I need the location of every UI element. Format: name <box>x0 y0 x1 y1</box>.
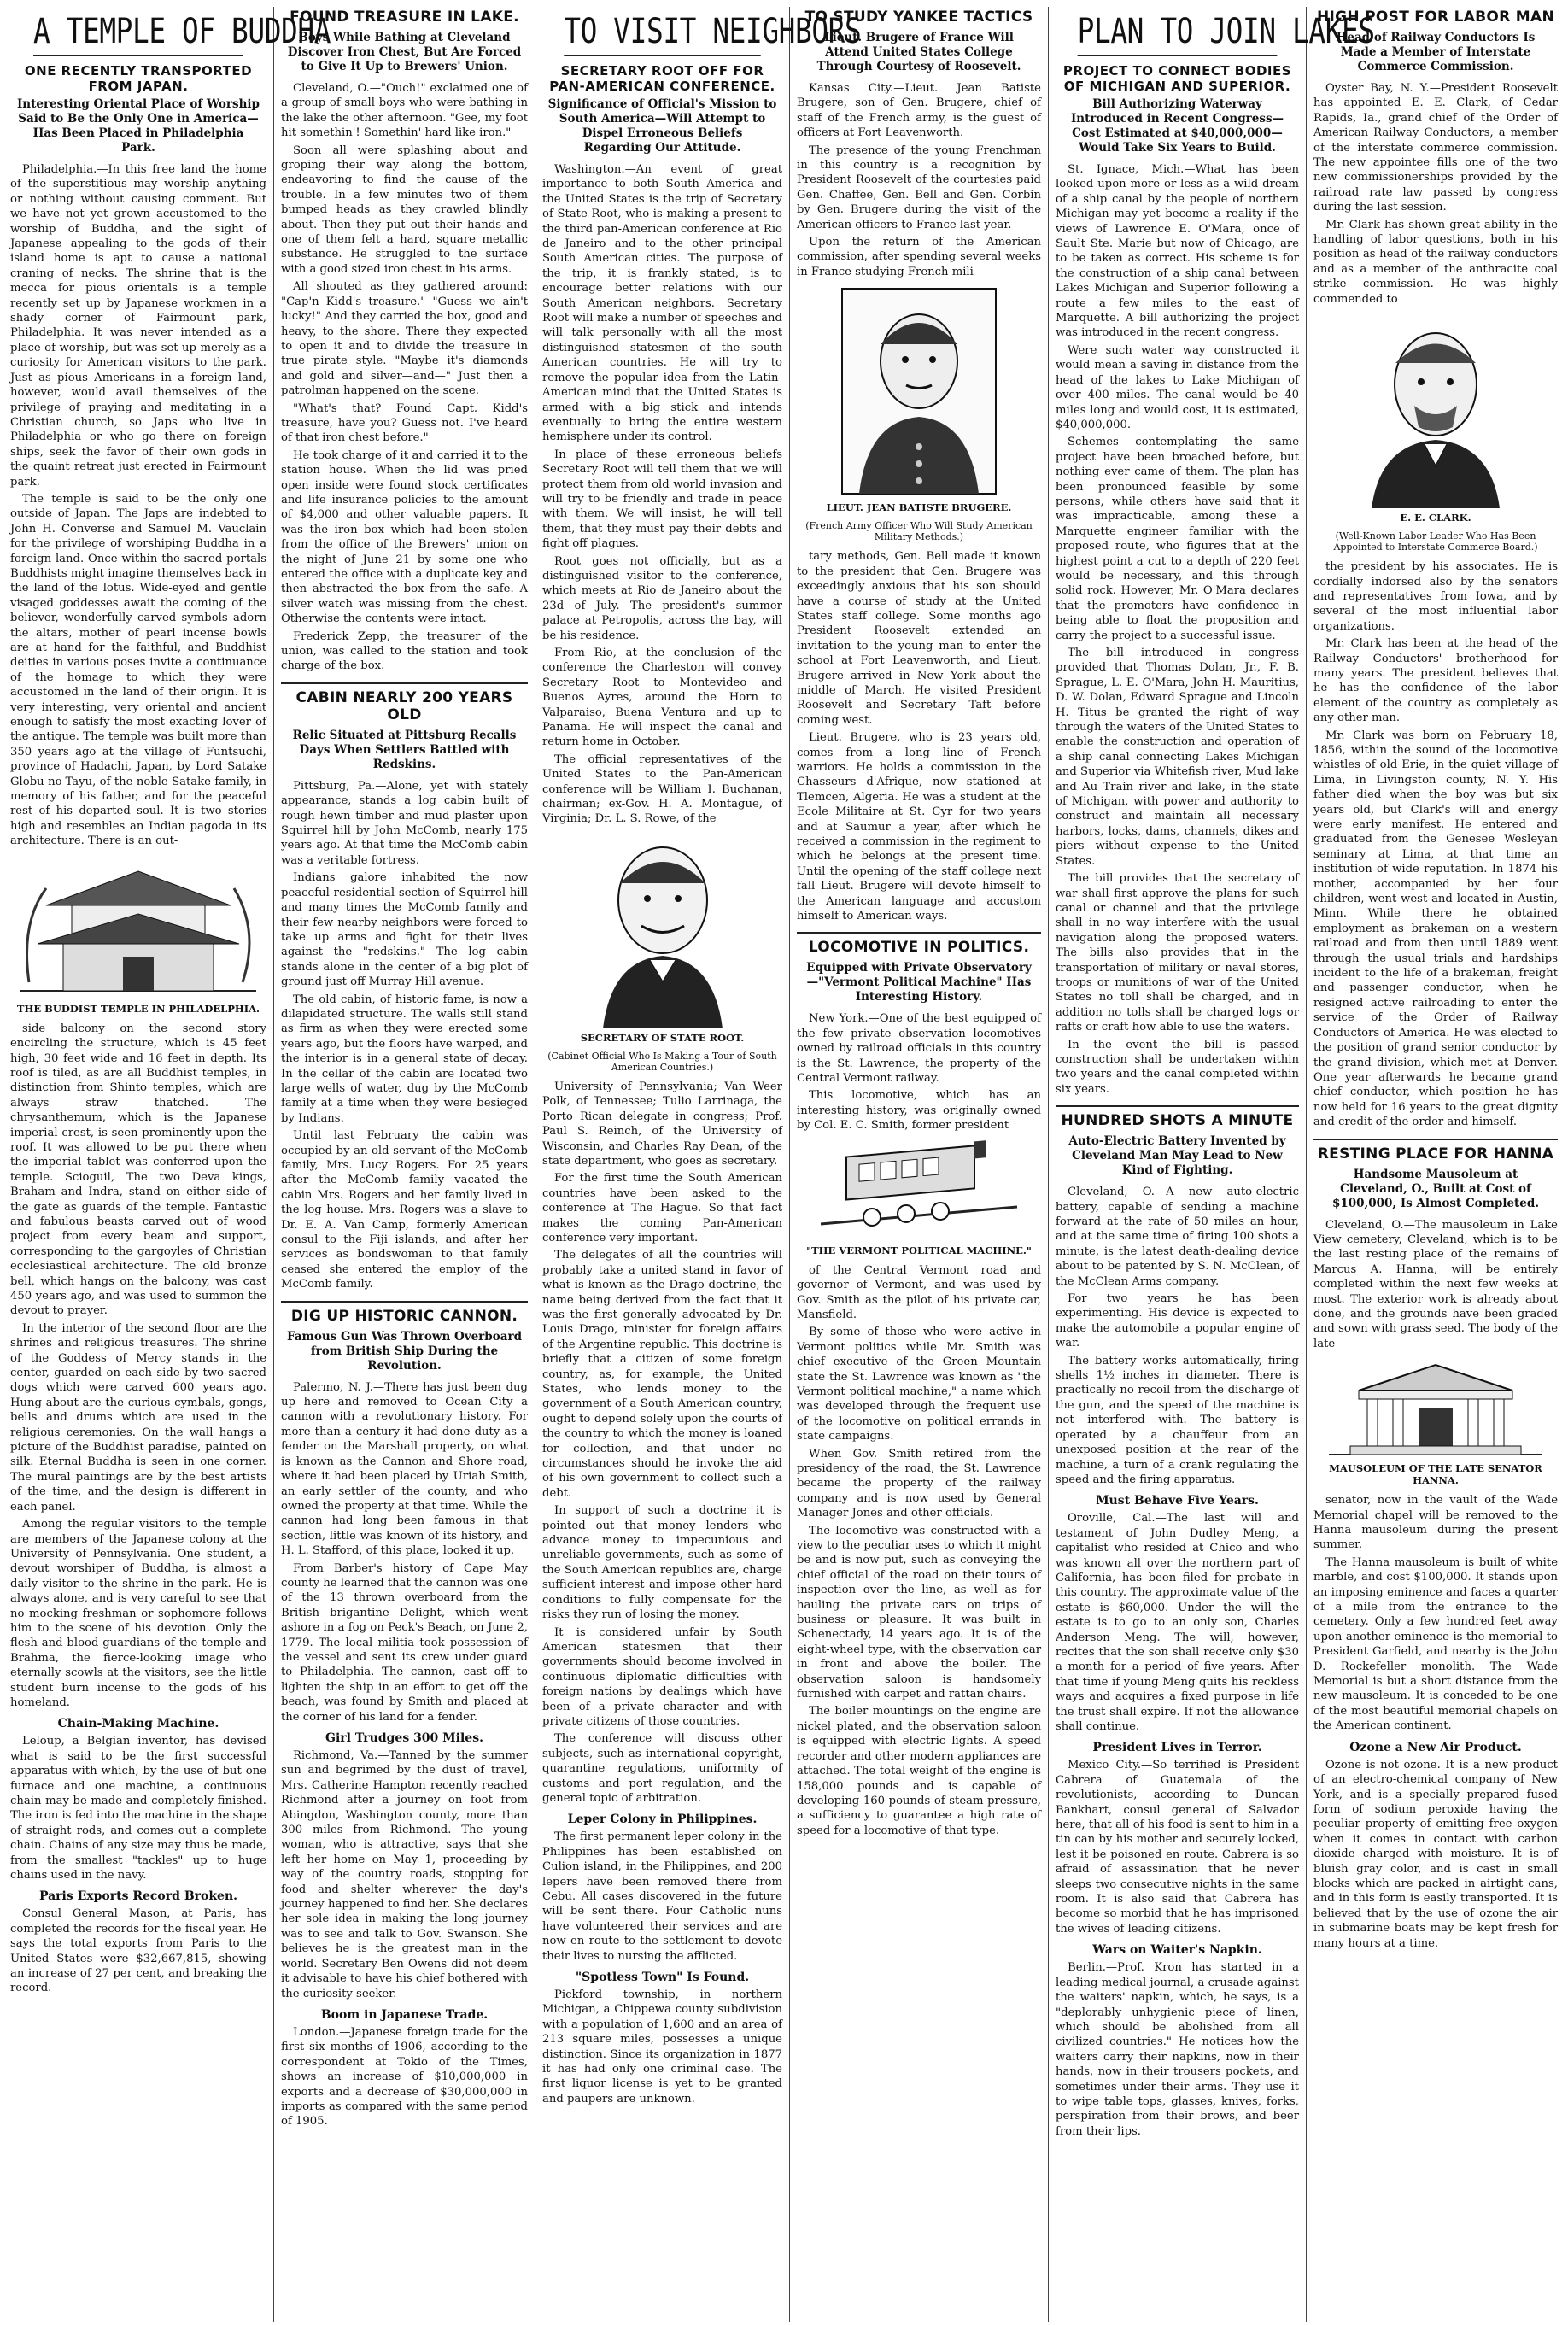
article-paragraph: The delegates of all the countries will probably take a united stand in favor of what is known as the Drago doctrine, the name being derived from the fact that it was the first generally advocated by Dr. Louis Drago, minister for foreign affairs of the Argentine republic. This doctrine is briefly that a citizen of some foreign country, as, for example, the United States, who lends money to the government of a South American country, ought to depend solely upon the courts of the country to which the money is loaned for collection, and that under no circumstances should he invoke the aid of his own government to collect such a debt. <box>542 1249 782 1500</box>
article-paragraph: Lieut. Brugere, who is 23 years old, comes from a long line of French warriors. He holds a commission in the Chasseurs d'Afrique, now stationed at Tlemcen, Algeria. He was a student at the Ecole Militaire at St. Cyr for two years and at Saumur a year, after which he received a commission in the regiment to which he belongs at the present time. Until the opening of the staff college next fall Lieut. Brugere will devote himself to the American language and accustom himself to American ways. <box>797 731 1041 923</box>
clark-caption-sub: (Well-Known Labor Leader Who Has Been Appointed to Interstate Commerce Board.) <box>1333 530 1538 553</box>
article-paragraph: Pickford township, in northern Michigan, a Chippewa county subdivision with a population of 1,600 and an area of 213 square miles, possesses a unique distinction. Since its organization in 1877 it has had only one criminal case. The first liquor license is yet to be granted and paupers are unknown. <box>542 1988 782 2105</box>
article-paragraph: In place of these erroneous beliefs Secretary Root will tell them that we will protect them from old world invasion and will try to be friendly and trade in peace with them. We will insist, he will tell them, that they must pay their debts and fight off plagues. <box>542 448 782 551</box>
article-paragraph: Richmond, Va.—Tanned by the summer sun and begrimed by the dust of travel, Mrs. Catherine Hampton recently reached Richmond after a journey on foot from Abingdon, Washington county, more than 300 miles from Richmond. The young woman, who is attractive, says that she left her home on May 1, proceeding by way of the country roads, stopping for food and shelter wherever the day's journey happened to find her. She declares her sole idea in making the long journey was to see and talk to Gov. Swanson. She believes he is the greatest man in the world. Secretary Ben Owens did not deem it advisable to have his chief bothered with the curiosity seeker. <box>281 1749 528 2000</box>
deck-labor-man: Head of Railway Conductors Is Made a Member of Interstate Commerce Commission. <box>1336 31 1536 73</box>
article-paragraph: In the interior of the second floor are the shrines and religious treasures. The shrine of the Goddess of Mercy stands in the center, guarded on each side by two sacred dogs which were carved 600 years ago. Hung about are the curious cymbals, gongs, bells and drums which are used in the religious ceremonies. On the wall hangs a picture of the Buddhist paradise, painted on silk. Eternal Buddha is seen in one corner. The mural paintings are by the best artists of the time, and the design is different in each panel. <box>10 1321 266 1514</box>
article-paragraph: St. Ignace, Mich.—What has been looked upon more or less as a wild dream of a ship canal by the people of northern Michigan may yet become a reality if the views of Lawrence E. O'Mara, once of Sault Ste. Marie but now of Chicago, are to be taken as correct. His scheme is for the construction of a ship canal between Lakes Michigan and Superior following a route a few miles to the east of Marquette. A bill authorizing the project was introduced in the recent congress. <box>1056 163 1299 340</box>
article-paragraph: Were such water way constructed it would mean a saving in distance from the head of the lakes to Lake Michigan of over 400 miles. The canal would be 40 miles long and would cost, it is estimated, $40,000,000. <box>1056 343 1299 431</box>
article-paragraph: Cleveland, O.—A new auto-electric battery, capable of sending a machine forward at the rate of 50 miles an hour, and at the same time of firing 100 shots a minute, is the latest death-dealing device about to be patented by S. N. McClean, of the McClean Arms company. <box>1056 1186 1299 1288</box>
subhead-waiters-napkin: Wars on Waiter's Napkin. <box>1092 1943 1262 1958</box>
subhead-girl-trudges: Girl Trudges 300 Miles. <box>325 1731 483 1745</box>
article-paragraph: The temple is said to be the only one outside of Japan. The Japs are indebted to John H. Converse and Samuel M. Vauclain for the privilege of worshiping Buddha in a foreign land. Once within the sacred portals Buddhists might imagine themselves back in the land of the lotus. Wide-eyed and gentle visaged goddesses await the coming of the believer, wonderfully carved symbols adorn the altars, mother of pearl incense bowls are at hand for the faithful, and Buddhist deities in various poses invite a continuance of the homage to which they were accustomed in the land of their origin. It is very interesting, very oriental and ancient enough to satisfy the most exacting lover of the antique. The temple was built more than 350 years ago at the village of Funtsuchi, province of Hadachi, Japan, by Lord Satake Globu-no-Tayu, of the noble Satake family, in memory of his father, and for the peaceful rest of his departed soul. It is two stories high and resembles an Indian pagoda in its architecture. There is an out- <box>10 492 266 848</box>
article-paragraph: The Hanna mausoleum is built of white marble, and cost $100,000. It stands upon an imposing eminence and faces a quarter of a mile from the entrance to the cemetery. Only a few hundred feet away upon another eminence is the memorial to President Garfield, and nearby is the John D. Rockefeller monolith. The Wade Memorial is but a short distance from the new mausoleum. It is conceded to be one of the most beautiful memorial chapels on the American continent. <box>1313 1555 1558 1733</box>
article-paragraph: Cleveland, O.—"Ouch!" exclaimed one of a group of small boys who were bathing in the lake the other afternoon. "Gee, my foot hit somethin'! Somethin' hard like iron." <box>281 82 528 140</box>
article-paragraph: Palermo, N. J.—There has just been dug up here and removed to Ocean City a cannon with a revolutionary history. For more than a century it had done duty as a fender on the Marshall property, on what is known as the Cannon and Shore road, where it had been placed by Uriah Smith, an early settler of the county, and who owned the property at that time. While the cannon had long been famous in that section, little was known of its history, and H. L. Stafford, of this place, looked it up. <box>281 1380 528 1558</box>
deck-resting-place: Handsome Mausoleum at Cleveland, O., Built at Cost of $100,000, Is Almost Completed. <box>1331 1167 1540 1210</box>
article-paragraph: The locomotive was constructed with a view to the peculiar uses to which it might be and is now put, such as conveying the chief official of the road on their tours of inspection over the line, as well as for hauling the private cars on trips of business or pleasure. It was built in Schenectady, 14 years ago. It is of the eight-wheel type, with the observation car in front and above the boiler. The observation saloon is handsomely furnished with carpet and rattan chairs. <box>797 1524 1041 1701</box>
article-paragraph: University of Pennsylvania; Van Weer Polk, of Tennessee; Tulio Larrinaga, the Porto Rican delegate in congress; Prof. Paul S. Reinch, of the University of Wisconsin, and Charles Ray Dean, of the state department, who goes as secretary. <box>542 1080 782 1168</box>
article-paragraph: Washington.—An event of great importance to both South America and the United States is the trip of Secretary of State Root, who is making a present to the third pan-American conference at Rio de Janeiro and to the other principal South American cities. The purpose of the trip, it is frankly stated, is to encourage better relations with our South American neighbors. Secretary Root will make a number of speeches and will talk personally with all the most distinguished statesmen of the south American countries. He will try to remove the popular idea from the Latin-American mind that the United States is armed with a big stick and intends eventually to bring the entire western hemisphere under its control. <box>542 163 782 444</box>
article-paragraph: Leloup, a Belgian inventor, has devised what is said to be the first successful apparatus with which, by the use of but one furnace and one machine, a continuous chain may be made and completely finished. The iron is fed into the machine in the shape of straight rods, and comes out a complete chain. Chains of any size may thus be made, from the smallest "tackles" up to huge chains used in the navy. <box>10 1735 266 1883</box>
headline-to-visit-neighbors: TO VISIT NEIGHBORS <box>564 12 760 56</box>
article-paragraph: Soon all were splashing about and groping their way along the bottom, endeavoring to find the cause of the trouble. In a few minutes two of them bumped heads as they crawled blindly about. Then they put out their hands and one of them felt a hard, square metallic substance. He struggled to the surface with a good sized iron chest in his arms. <box>281 143 528 276</box>
column-3 <box>535 7 862 2322</box>
article-paragraph: For two years he has been experimenting. His device is expected to make the automobile a popular engine of war. <box>1056 1292 1299 1350</box>
article-paragraph: the president by his associates. He is cordially indorsed also by the senators and representatives from Iowa, and by several of the most influential labor organizations. <box>1313 560 1558 633</box>
article-paragraph: The old cabin, of historic fame, is now a dilapidated structure. The walls still stand as firm as when they were erected some years ago, but the floors have warped, and the interior is in a general state of decay. In the cellar of the cabin are located two large wells of water, dug by the McComb family at a time when they were besieged by Indians. <box>281 993 528 1125</box>
article-paragraph: By some of those who were active in Vermont politics while Mr. Smith was chief executive of the Green Mountain state the St. Lawrence was known as "the Vermont political machine," a name which was developed through the frequent use of the locomotive on political errands in state campaigns. <box>797 1326 1041 1444</box>
article-paragraph: In support of such a doctrine it is pointed out that money lenders who advance money to impecunious and unreliable governments, such as some of the South American republics are, charge sufficient interest and impose other hard conditions to fully compensate for the risks they run of losing the money. <box>542 1504 782 1622</box>
article-paragraph: Philadelphia.—In this free land the home of the superstitious may worship anything or nothing without causing comment. But we have not yet grown accustomed to the worship of Buddha, and the sight of Japanese appealing to the gods of their island home is apt to cause a national craning of necks. The shrine that is the mecca for pious orientals is a temple recently set up by Japanese workmen in a shady corner of Fairmount park, Philadelphia. It was never intended as a place of worship, but was set up merely as a curiosity for American visitors to the park. Just as pious Americans in a foreign land, however, would avail themselves of the privilege of praying and meditating in a Christian church, so Japs who live in Philadelphia or who go there on foreign ships, seek the favor of their own gods in the quaint retreat just erected in Fairmount park. <box>10 163 266 489</box>
article-paragraph: side balcony on the second story encircling the structure, which is 45 feet high, 30 feet wide and 16 feet in depth. Its roof is tiled, as are all Buddhist temples, in distinction from Shinto temples, which are always straw thatched. The chrysanthemum, which is the Japanese imperial crest, is seen prominently upon the roof. It was allowed to be put there when the imperial tablet was conferred upon the temple. Scioguil, The two Deva kings, Braham and Indra, stand on either side of the gate as guards of the temple. Fantastic and fabulous beasts carved out of wood project from every beam and support, corresponding to the gargoyles of Christian ecclesiastical architecture. The old bronze bell, which hangs on the balcony, was cast 450 years ago, and was used to summon the devout to prayer. <box>10 1022 266 1318</box>
mausoleum-illustration <box>1325 1356 1547 1459</box>
article-paragraph: Cleveland, O.—The mausoleum in Lake View cemetery, Cleveland, which is to be the last resting place of the remains of Marcus A. Hanna, will be entirely completed within the next few weeks at most. The exterior work is already about done, and the grounds have been graded and sown with grass seed. The body of the late <box>1313 1218 1558 1350</box>
article-paragraph: Kansas City.—Lieut. Jean Batiste Brugere, son of Gen. Brugere, chief of staff of the French army, is the guest of officers at Fort Leavenworth. <box>797 82 1041 140</box>
portrait-root-illustration <box>569 832 757 1028</box>
subhead-ozone: Ozone a New Air Product. <box>1349 1740 1522 1754</box>
article-paragraph: The first permanent leper colony in the Philippines has been established on Culion island, in the Philippines, and 200 lepers have been removed there from Cebu. All cases discovered in the future will be sent there. Four Catholic nuns have volunteered their services and are now en route to the settlement to devote their lives to nursing the afflicted. <box>542 1830 782 1963</box>
article-paragraph: Mr. Clark has been at the head of the Railway Conductors' brotherhood for many years. The president believes that he has the confidence of the labor element of the country as completely as any other man. <box>1313 637 1558 725</box>
headline-resting-place: RESTING PLACE FOR HANNA <box>1317 1145 1554 1162</box>
subhead-chain-making: Chain-Making Machine. <box>57 1717 219 1731</box>
article-paragraph: The presence of the young Frenchman in this country is a recognition by President Roosevelt of the courtesies paid Gen. Chaffee, Gen. Bell and Gen. Corbin by Gen. Brugere during the visit of the American officers to France last year. <box>797 143 1041 231</box>
subhead-five-years: Must Behave Five Years. <box>1096 1494 1259 1508</box>
article-paragraph: Indians galore inhabited the now peaceful residential section of Squirrel hill and many times the McComb family and their few nearby neighbors were forced to take up arms and fight for their lives against the "redskins." The log cabin stands alone in the center of a big plot of ground just off Murray Hill avenue. <box>281 871 528 989</box>
deck-locomotive-politics: Equipped with Private Observatory—"Vermont Political Machine" Has Interesting History. <box>806 961 1032 1004</box>
article-paragraph: Root goes not officially, but as a distinguished visitor to the conference, which meets at Rio de Janeiro about the 23d of July. The president's summer palace at Petropolis, across the bay, will be his residence. <box>542 554 782 642</box>
headline-plan-to-join-lakes: PLAN TO JOIN LAKES <box>1078 12 1278 56</box>
article-paragraph: The bill introduced in congress provided that Thomas Dolan, Jr., F. B. Sprague, L. E. O'Mara, John H. Mauritius, D. W. Dolan, Edward Sprague and Lincoln H. Titus be granted the right of way through the waters of the United States to enable the construction and operation of a ship canal connecting Lakes Michigan and Superior via Whitefish river, Mud lake and Au Train river and lake, in the state of Michigan, with power and authority to construct and maintain all necessary harbors, locks, dams, channels, dikes and piers without expense to the United States. <box>1056 647 1299 868</box>
deck-temple-1: ONE RECENTLY TRANSPORTED FROM JAPAN. <box>24 63 253 94</box>
article-paragraph: From Rio, at the conclusion of the conference the Charleston will convey Secretary Root to Montevideo and Buenos Ayres, around the Horn to Valparaiso, Buena Ventura and up to Panama. He will inspect the canal and return home in October. <box>542 647 782 749</box>
article-paragraph: Schemes contemplating the same project have been broached before, but nothing ever came of them. The plan has been pronounced feasible by some persons, while others have said that it was impracticable, among these a Marquette engineer familiar with the proposed route, who figures that at the highest point a cut to a depth of 220 feet would be necessary, and this through solid rock. However, Mr. O'Mara declares that the promoters have confidence in being able to float the proposition and carry the project to a successful issue. <box>1056 436 1299 642</box>
headline-historic-cannon: DIG UP HISTORIC CANNON. <box>290 1307 518 1325</box>
deck-temple-2: Interesting Oriental Place of Worship Said to Be the Only One in America—Has Been Placed in Philadelphia Park. <box>16 97 260 155</box>
column-2 <box>274 7 535 2322</box>
article-paragraph: "What's that? Found Capt. Kidd's treasure, have you? Guess not. I've heard of that iron chest before." <box>281 401 528 445</box>
article-paragraph: The boiler mountings on the engine are nickel plated, and the observation saloon is equipped with electric lights. A speed recorder and other modern appliances are attached. The total weight of the engine is 158,000 pounds and is capable of developing 160 pounds of steam pressure, a sufficiency to guarantee a high rate of speed for a locomotive of that type. <box>797 1705 1041 1837</box>
article-paragraph: Frederick Zepp, the treasurer of the union, was called to the station and took charge of the box. <box>281 630 528 673</box>
article-paragraph: This locomotive, which has an interesting history, was originally owned by Col. E. C. Smith, former president <box>797 1089 1041 1133</box>
divider <box>1313 1139 1558 1140</box>
column-6 <box>1307 7 1565 2322</box>
deck-lakes-2: Bill Authorizing Waterway Introduced in Recent Congress—Cost Estimated at $40,000,000—Would Take Six Years to Build. <box>1070 97 1284 155</box>
article-paragraph: Consul General Mason, at Paris, has completed the records for the fiscal year. He says the total exports from Paris to the United States were $32,667,815, showing an increase of 27 per cent, and breaking the record. <box>10 1907 266 1995</box>
headline-found-treasure: FOUND TREASURE IN LAKE. <box>290 9 519 26</box>
divider <box>1056 1105 1299 1107</box>
article-paragraph: All shouted as they gathered around: "Cap'n Kidd's treasure." "Guess we ain't lucky!" And they carried the box, good and heavy, to the shore. There they expected to open it and to divide the treasure in true pirate style. "Maybe it's diamonds and gold and silver—and—" Just then a patrolman happened on the scene. <box>281 280 528 398</box>
headline-temple-of-buddha: A TEMPLE OF BUDDHA <box>33 12 243 56</box>
article-paragraph: New York.—One of the best equipped of the few private observation locomotives owned by railroad officials in this country is the St. Lawrence, the property of the Central Vermont railway. <box>797 1012 1041 1086</box>
portrait-brugere-illustration <box>825 284 1013 498</box>
deck-root-1: SECRETARY ROOT OFF FOR PAN-AMERICAN CONFERENCE. <box>549 63 775 94</box>
deck-lakes-1: PROJECT TO CONNECT BODIES OF MICHIGAN AND SUPERIOR. <box>1062 63 1292 94</box>
article-paragraph: Ozone is not ozone. It is a new product of an electro-chemical company of New York, and is a specially prepared fused form of sodium peroxide having the peculiar property of emitting free oxygen when it comes in contact with carbon dioxide charged with moisture. It is of bluish gray color, and is cast in small blocks which are packed in airtight cans, and in this form is easily transported. It is believed that by the use of ozone the air in submarine boats may be kept fresh for many hours at a time. <box>1313 1758 1558 1950</box>
subhead-leper-colony: Leper Colony in Philippines. <box>567 1813 758 1827</box>
column-4 <box>790 7 1049 2322</box>
divider <box>797 932 1041 934</box>
article-paragraph: When Gov. Smith retired from the presidency of the road, the St. Lawrence became the property of the railway company and is now used by General Manager Jones and other officials. <box>797 1447 1041 1520</box>
column-5 <box>1049 7 1375 2322</box>
article-paragraph: Oroville, Cal.—The last will and testament of John Dudley Meng, a capitalist who resided at Chico and who was known all over the northern part of California, has been filed for probate in this country. The approximate value of the estate is $60,000. Under the will the estate is to go to an only son, Charles Anderson Meng. The will, however, recites that the son shall receive only $30 a month for a period of five years. After that time if young Meng quits his reckless ways and acquires a fixed purpose in life the trust shall expire. If not the allowance shall continue. <box>1056 1512 1299 1733</box>
article-paragraph: Among the regular visitors to the temple are members of the Japanese colony at the University of Pennsylvania. One student, a devout worshiper of Buddha, is almost a daily visitor to the shrine in the park. He is always alone, and is very careful to see that no mocking freshman or sophomore follows him to the scene of his devotion. Only the flesh and blood guardians of the temple and Brahma, the fierce-looking image who eternally scowls at the visitors, see the little student burn incense to the gods of his homeland. <box>10 1518 266 1709</box>
subhead-paris-exports: Paris Exports Record Broken. <box>38 1889 238 1904</box>
article-paragraph: Upon the return of the American commission, after spending several weeks in France studying French mili- <box>797 236 1041 278</box>
headline-hundred-shots: HUNDRED SHOTS A MINUTE <box>1061 1112 1294 1130</box>
deck-found-treasure: Boys While Bathing at Cleveland Discover Iron Chest, But Are Forced to Give It Up to Brewers' Union. <box>287 31 522 73</box>
brugere-caption: LIEUT. JEAN BATISTE BRUGERE. <box>826 501 1012 514</box>
article-paragraph: For the first time the South American countries have been asked to the conference at The Hague. So that fact makes the coming Pan-American conference very important. <box>542 1172 782 1244</box>
article-paragraph: Mr. Clark has shown great ability in the handling of labor questions, both in his position as head of the railway conductors and as a member of the anthracite coal strike commission. He was highly commended to <box>1313 218 1558 306</box>
article-paragraph: Oyster Bay, N. Y.—President Roosevelt has appointed E. E. Clark, of Cedar Rapids, Ia., grand chief of the Order of American Railway Conductors, a member of the interstate commerce commission. The new appointee fills one of the two new commissionerships provided by the railroad rate law passed by congress during the last session. <box>1313 82 1558 214</box>
subhead-spotless-town: "Spotless Town" Is Found. <box>575 1971 750 1985</box>
article-paragraph: It is considered unfair by South American statesmen that their governments should become involved in continuous diplomatic difficulties with foreign nations by dealings which have been of a private character and with private citizens of those countries. <box>542 1625 782 1728</box>
deck-yankee-tactics: Lieut. Brugere of France Will Attend United States College Through Courtesy of Roosevelt. <box>816 31 1021 73</box>
portrait-clark-illustration <box>1346 312 1525 508</box>
article-paragraph: Pittsburg, Pa.—Alone, yet with stately appearance, stands a log cabin built of rough hewn timber and mud plaster upon Squirrel hill by John McComb, nearly 175 years ago. At that time the McComb cabin was a veritable fortress. <box>281 779 528 867</box>
headline-locomotive-politics: LOCOMOTIVE IN POLITICS. <box>808 939 1030 957</box>
locomotive-illustration <box>812 1139 1026 1241</box>
article-paragraph: Berlin.—Prof. Kron has started in a leading medical journal, a crusade against the waiters' napkin, which, he says, is a "deplorably unhygienic piece of linen, which should be abolished from all civilized countries." He notices how the waiters carry their napkins, now in their hands, now in their trousers pockets, and sometimes under their arms. They use it to wipe table tops, glasses, knives, forks, perspiration from their brows, and beer from their lips. <box>1056 1961 1299 2138</box>
root-caption: SECRETARY OF STATE ROOT. <box>580 1031 745 1044</box>
headline-cabin: CABIN NEARLY 200 YEARS OLD <box>295 688 513 723</box>
deck-hundred-shots: Auto-Electric Battery Invented by Cleveland Man May Lead to New Kind of Fighting. <box>1068 1134 1286 1178</box>
root-caption-sub: (Cabinet Official Who Is Making a Tour of South American Countries.) <box>547 1050 777 1073</box>
deck-historic-cannon: Famous Gun Was Thrown Overboard from British Ship During the Revolution. <box>286 1329 523 1373</box>
article-paragraph: London.—Japanese foreign trade for the first six months of 1906, according to the correspondent at Tokio of the Times, shows an increase of $10,000,000 in exports and a decrease of $30,000,000 in imports as compared with the same period of 1905. <box>281 2025 528 2129</box>
clark-caption: E. E. CLARK. <box>1400 512 1471 524</box>
article-paragraph: Until last February the cabin was occupied by an old servant of the McComb family, Mrs. Lucy Rogers. For 25 years after the McComb family vacated the cabin Mrs. Rogers and her family lived in the log house. Mrs. Rogers was a slave to Dr. E. A. Van Camp, formerly American consul to the Fiji islands, and after her services as bondswoman to that family ceased she entered the employ of the McComb family. <box>281 1129 528 1291</box>
temple-illustration <box>12 854 265 999</box>
locomotive-caption: "THE VERMONT POLITICAL MACHINE." <box>806 1244 1032 1256</box>
article-paragraph: of the Central Vermont road and governor of Vermont, and was used by Gov. Smith as the pilot of his private car, Mansfield. <box>797 1263 1041 1321</box>
subhead-japanese-trade: Boom in Japanese Trade. <box>320 2007 489 2022</box>
article-paragraph: senator, now in the vault of the Wade Memorial chapel will be removed to the Hanna mausoleum during the present summer. <box>1313 1494 1558 1552</box>
column-1 <box>3 7 331 2322</box>
divider <box>281 1301 528 1303</box>
headline-labor-man: HIGH POST FOR LABOR MAN <box>1316 9 1554 26</box>
article-paragraph: He took charge of it and carried it to the station house. When the lid was pried open inside were found stock certificates and life insurance policies to the amount of $4,000 and other valuable papers. It was the iron box which had been stolen from the office of the Brewers' union on the night of June 21 by some one who entered the office with a duplicate key and then abstracted the box from the safe. A silver watch was missing from the chest. Otherwise the contents were intact. <box>281 448 528 626</box>
article-paragraph: Mexico City.—So terrified is President Cabrera of Guatemala of the revolutionists, according to Duncan Bankhart, consul general of Salvador here, that all of his food is sent to him in a tin can by his mother and securely locked, lest it be poisoned en route. Cabrera is so afraid of assassination that he never sleeps two consecutive nights in the same room. It is also said that Cabrera has become so morbid that he has imprisoned the wives of leading citizens. <box>1056 1759 1299 1936</box>
divider <box>281 682 528 684</box>
article-paragraph: From Barber's history of Cape May county he learned that the cannon was one of the 13 thrown overboard from the British brigantine Delight, which went ashore in a fog on Peck's Beach, on June 2, 1779. The local militia took possession of the vessel and sent its crew under guard to Philadelphia. The cannon, cast off to lighten the ship in an effort to get off the beach, was found by Smith and placed at the corner of his land for a fender. <box>281 1561 529 1724</box>
brugere-caption-sub: (French Army Officer Who Will Study American Military Methods.) <box>805 520 1033 543</box>
article-paragraph: In the event the bill is passed construction shall be undertaken within two years and the canal completed within six years. <box>1056 1038 1299 1096</box>
article-paragraph: The official representatives of the United States to the Pan-American conference will be William I. Buchanan, chairman; ex-Gov. H. A. Montague, of Virginia; Dr. L. S. Rowe, of the <box>542 753 782 826</box>
article-paragraph: Mr. Clark was born on February 18, 1856, within the sound of the locomotive whistles of old Erie, in the quiet village of Lima, in Livingston county, N. Y. His father died when the boy was but six years old, but Clark's will and energy were early manifest. He entered and graduated from the Genesee Wesleyan seminary at Lima, at that time an institution of wide reputation. In 1874 his mother, accompanied by her four children, went west and located in Austin, Minn. While there he obtained employment as brakeman on a western railroad and from then until 1889 went through the usual trials and hardships incident to the life of a brakeman, freight and passenger conductor, when he resigned active railroading to enter the service of the Order of Railway Conductors of America. He was elected to the position of grand senior conductor by the grand division, which met at Denver. One year afterwards he became grand chief conductor, which position he has now held for 16 years to the great dignity and credit of the order and himself. <box>1313 729 1558 1129</box>
mausoleum-caption: MAUSOLEUM OF THE LATE SENATOR HANNA. <box>1329 1462 1542 1487</box>
article-paragraph: The battery works automatically, firing shells 1½ inches in diameter. There is practically no recoil from the discharge of the gun, and the speed of the machine is not interfered with. The battery is operated by a chauffeur from an unexposed position at the rear of the machine, a turn of a crank regulating the speed and the firing apparatus. <box>1056 1354 1299 1486</box>
temple-caption: THE BUDDIST TEMPLE IN PHILADELPHIA. <box>16 1002 260 1015</box>
deck-cabin: Relic Situated at Pittsburg Recalls Days When Settlers Battled with Redskins. <box>292 728 517 771</box>
subhead-president-terror: President Lives in Terror. <box>1092 1741 1262 1755</box>
headline-yankee-tactics: TO STUDY YANKEE TACTICS <box>804 9 1033 26</box>
article-paragraph: The bill provides that the secretary of war shall first approve the plans for such canal or channel and that the privilege shall in no way interfere with the usual navigation along the proposed waters. The bills also provides that in the transportation of military or naval stores, troops or munitions of war of the United States no toll shall be charged, and in addition no tolls shall be charged logs or rafts or craft how able to use the waters. <box>1056 872 1299 1034</box>
deck-root-2: Significance of Official's Mission to South America—Will Attempt to Dispel Erroneous Beliefs Regarding Our Attitude. <box>547 97 777 155</box>
article-paragraph: The conference will discuss other subjects, such as international copyright, quarantine regulations, uniformity of customs and port regulation, and the general topic of arbitration. <box>542 1732 782 1805</box>
article-paragraph: tary methods, Gen. Bell made it known to the president that Gen. Brugere was exceedingly anxious that his son should have a course of study at the United States staff college. Some months ago President Roosevelt extended an invitation to the young man to enter the school at Fort Leavenworth, and Lieut. Brugere arrived in New York about the middle of March. He visited President Roosevelt and Secretary Taft before coming west. <box>797 550 1041 727</box>
